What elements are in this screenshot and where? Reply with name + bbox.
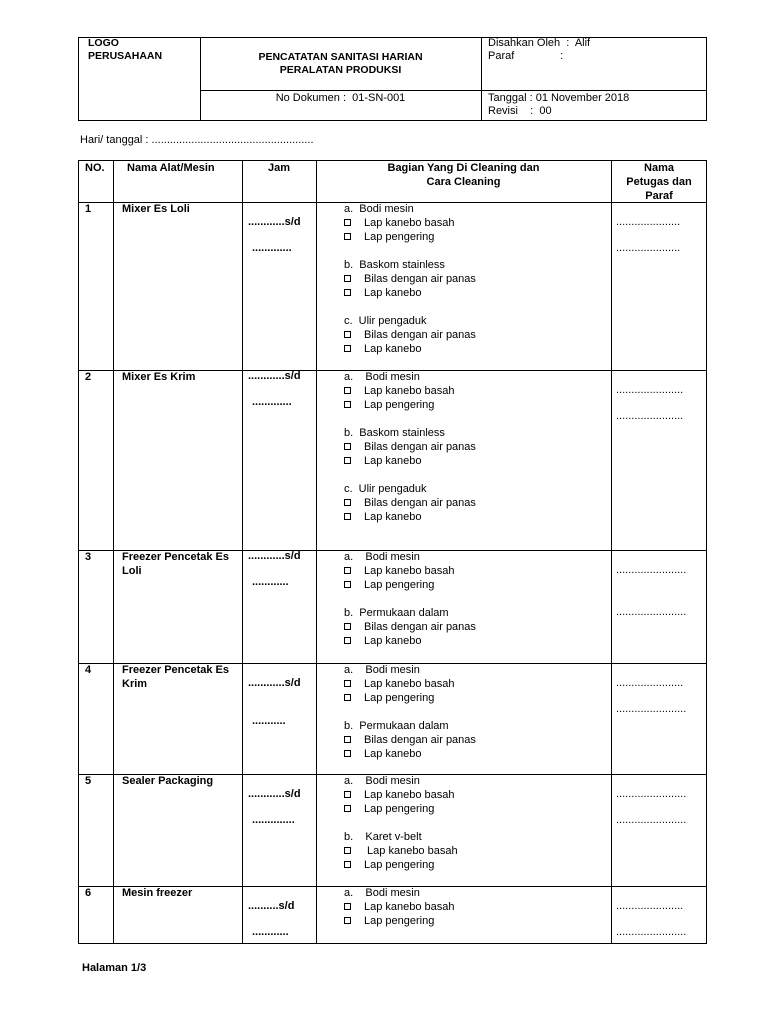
- cleaning-step-label: Lap kanebo: [364, 287, 422, 299]
- cleaning-step-label: Lap kanebo basah: [364, 565, 455, 577]
- checkbox-icon[interactable]: [344, 805, 351, 812]
- checkbox-icon[interactable]: [344, 345, 351, 352]
- cleaning-step: [344, 802, 434, 816]
- checkbox-icon[interactable]: [344, 499, 351, 506]
- checkbox-icon[interactable]: [344, 233, 351, 240]
- header-divider: [200, 90, 707, 91]
- cleaning-step: [344, 747, 422, 761]
- company-name: PERUSAHAAN: [88, 50, 163, 62]
- cleaning-step: [344, 384, 455, 398]
- checkbox-icon[interactable]: [344, 680, 351, 687]
- officer-name-field[interactable]: .......................: [616, 788, 687, 800]
- time-field-start[interactable]: ..........s/d: [248, 900, 295, 912]
- time-field-start[interactable]: ............s/d: [248, 370, 301, 382]
- cleaning-part-title: b. Baskom stainless: [344, 259, 445, 271]
- cleaning-part-title: a. Bodi mesin: [344, 775, 420, 787]
- column-header-cleaning-2: Cara Cleaning: [426, 176, 501, 188]
- checkbox-icon[interactable]: [344, 513, 351, 520]
- cleaning-part-title: a. Bodi mesin: [344, 887, 420, 899]
- checkbox-icon[interactable]: [344, 637, 351, 644]
- officer-signature-field[interactable]: .......................: [616, 606, 687, 618]
- checkbox-icon[interactable]: [344, 750, 351, 757]
- time-field-end[interactable]: ..............: [252, 814, 295, 826]
- checkbox-icon[interactable]: [344, 917, 351, 924]
- table-column-divider: [611, 160, 612, 944]
- cleaning-step: [344, 788, 455, 802]
- cleaning-part-title: b. Permukaan dalam: [344, 720, 449, 732]
- checkbox-icon[interactable]: [344, 903, 351, 910]
- cleaning-step-label: Lap pengering: [364, 231, 435, 243]
- time-field-start[interactable]: ............s/d: [248, 677, 301, 689]
- cleaning-part-title: a. Bodi mesin: [344, 371, 420, 383]
- document-date: Tanggal : 01 November 2018: [488, 92, 630, 104]
- page-number: Halaman 1/3: [82, 962, 147, 974]
- checkbox-icon[interactable]: [344, 736, 351, 743]
- cleaning-step: [344, 440, 476, 454]
- cleaning-step: [344, 342, 422, 356]
- header-divider: [200, 37, 201, 121]
- cleaning-step-label: Lap pengering: [364, 803, 435, 815]
- column-header-no: NO.: [85, 162, 105, 174]
- row-number: 5: [85, 775, 92, 787]
- cleaning-step: [344, 844, 458, 858]
- cleaning-step-label: Bilas dengan air panas: [364, 273, 476, 285]
- cleaning-step: [344, 578, 434, 592]
- checkbox-icon[interactable]: [344, 219, 351, 226]
- document-title: PENCATATAN SANITASI HARIAN: [258, 51, 423, 63]
- cleaning-step: [344, 496, 476, 510]
- time-field-end[interactable]: .............: [252, 396, 292, 408]
- column-header-name: Nama Alat/Mesin: [127, 162, 215, 174]
- cleaning-step: [344, 454, 422, 468]
- time-field-start[interactable]: ............s/d: [248, 550, 301, 562]
- column-header-officer-3: Paraf: [645, 190, 673, 202]
- machine-name-cont: Loli: [122, 565, 142, 577]
- officer-signature-field[interactable]: ......................: [616, 410, 684, 422]
- cleaning-step: [344, 398, 434, 412]
- document-revision: Revisi : 00: [488, 105, 552, 117]
- cleaning-step: [344, 858, 434, 872]
- cleaning-step-label: Bilas dengan air panas: [364, 497, 476, 509]
- day-date-field[interactable]: Hari/ tanggal : .....................................................: [80, 134, 314, 146]
- cleaning-step-label: Lap pengering: [364, 915, 435, 927]
- officer-signature-field[interactable]: .....................: [616, 242, 681, 254]
- officer-signature-field[interactable]: .......................: [616, 703, 687, 715]
- officer-name-field[interactable]: .....................: [616, 216, 681, 228]
- cleaning-step: [344, 691, 434, 705]
- cleaning-step: [344, 328, 476, 342]
- officer-name-field[interactable]: ......................: [616, 900, 684, 912]
- checkbox-icon[interactable]: [344, 289, 351, 296]
- cleaning-step: [344, 634, 422, 648]
- cleaning-step: [344, 510, 422, 524]
- row-number: 4: [85, 664, 92, 676]
- cleaning-step-label: Lap pengering: [364, 579, 435, 591]
- cleaning-part-title: a. Bodi mesin: [344, 551, 420, 563]
- cleaning-part-title: b. Karet v-belt: [344, 831, 422, 843]
- cleaning-step-label: Bilas dengan air panas: [364, 734, 476, 746]
- row-number: 3: [85, 551, 92, 563]
- cleaning-step-label: Lap kanebo: [364, 455, 422, 467]
- checkbox-icon[interactable]: [344, 331, 351, 338]
- machine-name: Mixer Es Loli: [122, 203, 190, 215]
- machine-name: Freezer Pencetak Es: [122, 664, 230, 676]
- machine-name: Mixer Es Krim: [122, 371, 196, 383]
- cleaning-part-title: a. Bodi mesin: [344, 203, 414, 215]
- time-field-end[interactable]: .............: [252, 242, 292, 254]
- time-field-end[interactable]: ...........: [252, 715, 286, 727]
- checkbox-icon[interactable]: [344, 581, 351, 588]
- cleaning-step-label: Lap pengering: [364, 859, 435, 871]
- machine-name-cont: Krim: [122, 678, 148, 690]
- time-field-end[interactable]: ............: [252, 576, 289, 588]
- row-number: 6: [85, 887, 92, 899]
- cleaning-step: [344, 914, 434, 928]
- cleaning-step: [344, 216, 455, 230]
- cleaning-step-label: Lap kanebo: [364, 511, 422, 523]
- cleaning-step: [344, 677, 455, 691]
- row-number: 2: [85, 371, 92, 383]
- time-field-start[interactable]: ............s/d: [248, 788, 301, 800]
- column-header-officer: Nama: [644, 162, 674, 174]
- cleaning-step-label: Lap kanebo basah: [364, 385, 455, 397]
- approved-by: Disahkan Oleh : Alif: [488, 37, 591, 49]
- document-subtitle: PERALATAN PRODUKSI: [279, 64, 402, 76]
- row-number: 1: [85, 203, 92, 215]
- checkbox-icon[interactable]: [344, 791, 351, 798]
- checkbox-icon[interactable]: [344, 387, 351, 394]
- checkbox-icon[interactable]: [344, 847, 351, 854]
- cleaning-step-label: Lap kanebo basah: [364, 217, 455, 229]
- table-column-divider: [316, 160, 317, 944]
- cleaning-step: [344, 733, 476, 747]
- cleaning-step-label: Lap kanebo basah: [364, 845, 458, 857]
- cleaning-step-label: Lap kanebo: [364, 748, 422, 760]
- cleaning-step: [344, 272, 476, 286]
- time-field-end[interactable]: ............: [252, 926, 289, 938]
- checkbox-icon[interactable]: [344, 567, 351, 574]
- document-number: No Dokumen : 01-SN-001: [275, 92, 406, 104]
- cleaning-step: [344, 620, 476, 634]
- column-header-officer-2: Petugas dan: [626, 176, 692, 188]
- cleaning-step-label: Lap pengering: [364, 692, 435, 704]
- machine-name: Sealer Packaging: [122, 775, 214, 787]
- officer-signature-field[interactable]: .......................: [616, 814, 687, 826]
- table-column-divider: [113, 160, 114, 944]
- cleaning-part-title: a. Bodi mesin: [344, 664, 420, 676]
- cleaning-step-label: Lap kanebo: [364, 635, 422, 647]
- column-header-time: Jam: [267, 162, 291, 174]
- checkbox-icon[interactable]: [344, 623, 351, 630]
- time-field-start[interactable]: ............s/d: [248, 216, 301, 228]
- officer-name-field[interactable]: .......................: [616, 564, 687, 576]
- machine-name: Mesin freezer: [122, 887, 193, 899]
- cleaning-step: [344, 230, 434, 244]
- cleaning-step-label: Lap pengering: [364, 399, 435, 411]
- table-column-divider: [242, 160, 243, 944]
- checkbox-icon[interactable]: [344, 457, 351, 464]
- logo-placeholder: LOGO: [88, 37, 119, 49]
- signature-field: Paraf :: [488, 50, 564, 62]
- officer-name-field[interactable]: ......................: [616, 384, 684, 396]
- cleaning-step: [344, 900, 455, 914]
- cleaning-part-title: c. Ulir pengaduk: [344, 483, 427, 495]
- header-divider: [481, 37, 482, 121]
- cleaning-step: [344, 286, 422, 300]
- officer-name-field[interactable]: ......................: [616, 677, 684, 689]
- cleaning-step-label: Bilas dengan air panas: [364, 329, 476, 341]
- cleaning-step-label: Lap kanebo: [364, 343, 422, 355]
- cleaning-step: [344, 564, 455, 578]
- checkbox-icon[interactable]: [344, 401, 351, 408]
- cleaning-part-title: c. Ulir pengaduk: [344, 315, 427, 327]
- cleaning-step-label: Lap kanebo basah: [364, 901, 455, 913]
- machine-name: Freezer Pencetak Es: [122, 551, 230, 563]
- officer-signature-field[interactable]: .......................: [616, 926, 687, 938]
- cleaning-step-label: Bilas dengan air panas: [364, 441, 476, 453]
- checkbox-icon[interactable]: [344, 861, 351, 868]
- checkbox-icon[interactable]: [344, 694, 351, 701]
- cleaning-step-label: Lap kanebo basah: [364, 789, 455, 801]
- cleaning-step-label: Bilas dengan air panas: [364, 621, 476, 633]
- column-header-cleaning: Bagian Yang Di Cleaning dan: [387, 162, 540, 174]
- document-header: [78, 37, 707, 121]
- cleaning-part-title: b. Baskom stainless: [344, 427, 445, 439]
- cleaning-part-title: b. Permukaan dalam: [344, 607, 449, 619]
- checkbox-icon[interactable]: [344, 443, 351, 450]
- cleaning-step-label: Lap kanebo basah: [364, 678, 455, 690]
- checkbox-icon[interactable]: [344, 275, 351, 282]
